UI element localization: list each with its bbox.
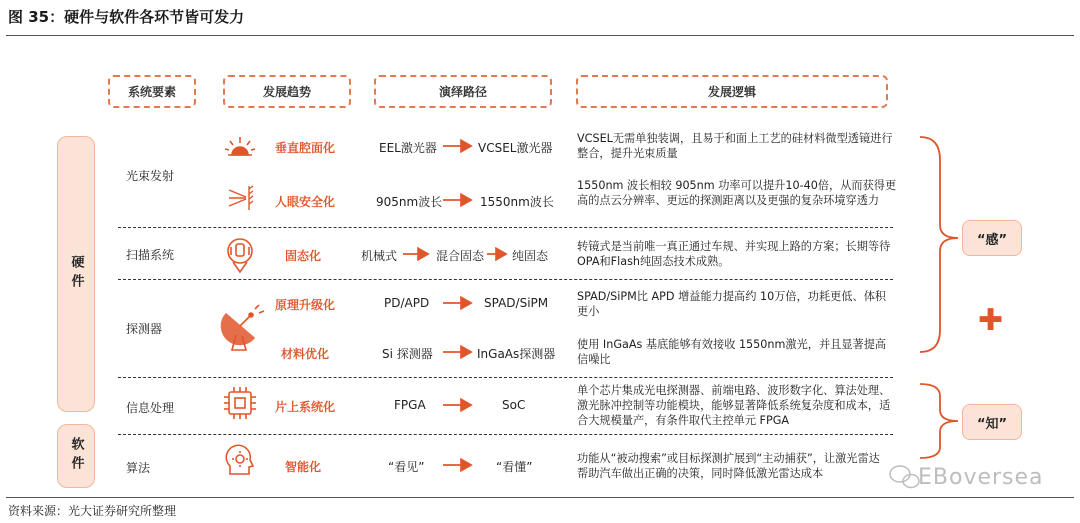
- path-step: 纯固态: [512, 249, 549, 263]
- trend-label: 垂直腔面化: [275, 141, 336, 155]
- path-step: 机械式: [361, 249, 398, 263]
- bottom-rule: [6, 497, 1074, 498]
- header-trend: 发展趋势: [223, 75, 351, 108]
- path-to: 1550nm波长: [480, 195, 554, 209]
- header-elements: 系统要素: [108, 75, 196, 108]
- chip-icon: [224, 387, 256, 419]
- figure-title: 图 35：硬件与软件各环节皆可发力: [8, 8, 245, 26]
- path-step: 混合固态: [436, 249, 485, 263]
- brain-gear-icon: [226, 445, 253, 474]
- logic-text: 转镜式是当前唯一真正通过车规、并实现上路的方案；长期等待OPA和Flash纯固态技术成熟。: [577, 240, 891, 268]
- trend-label: 智能化: [285, 460, 322, 474]
- path-from: PD/APD: [384, 296, 430, 310]
- logic-text: 使用 InGaAs 基底能够有效接收 1550nm激光，并且显著提高信噪比: [577, 338, 887, 366]
- wechat-icon: [890, 466, 919, 488]
- source-note: 资料来源：光大证券研究所整理: [8, 504, 177, 518]
- element-algorithm: 算法: [126, 461, 151, 475]
- brace-know: [920, 384, 958, 458]
- path-from: Si 探测器: [382, 347, 433, 361]
- path-to: InGaAs探测器: [477, 347, 556, 361]
- logic-text: SPAD/SiPM比 APD 增益能力提高约 10万倍，功耗更低、体积更小: [577, 290, 887, 318]
- trend-label: 人眼安全化: [275, 195, 336, 209]
- path-from: FPGA: [394, 398, 426, 412]
- scanner-icon: [228, 239, 252, 272]
- logic-text: 功能从“被动搜索”或目标探测扩展到“主动捕获”，让激光雷达帮助汽车做出正确的决策，同时降低激光雷达成本: [577, 452, 880, 480]
- path-to: “看懂”: [496, 460, 533, 474]
- eye-safety-icon: [229, 186, 253, 210]
- path-from: EEL激光器: [379, 141, 437, 155]
- element-emission: 光束发射: [126, 169, 175, 183]
- header-path: 演绎路径: [374, 75, 552, 108]
- path-to: SoC: [502, 398, 526, 412]
- trend-label: 固态化: [285, 249, 322, 263]
- element-scan: 扫描系统: [126, 248, 175, 262]
- header-logic: 发展逻辑: [576, 75, 888, 108]
- trend-label: 原理升级化: [275, 298, 336, 312]
- watermark: EBoversea: [918, 465, 1044, 490]
- element-processing: 信息处理: [126, 401, 175, 415]
- category-software: 软件: [57, 424, 95, 488]
- logic-text: 1550nm 波长相较 905nm 功率可以提升10-40倍，从而获得更高的点云分辨率、更远的探测距离以及更强的复杂环境穿透力: [577, 179, 897, 207]
- plus-icon: ✚: [978, 303, 1004, 338]
- path-from: 905nm波长: [376, 195, 443, 209]
- brace-sense: [920, 137, 958, 352]
- vcsel-icon: [225, 137, 255, 155]
- trend-label: 片上系统化: [275, 400, 336, 414]
- logic-text: 单个芯片集成光电探测器、前端电路、波形数字化、算法处理、激光脉冲控制等功能模块，能够显著降低系统复杂度和成本，适合大规模量产，有条件取代主控单元 FPGA: [577, 384, 891, 427]
- detector-dish-icon: [222, 305, 264, 350]
- path-from: “看见”: [388, 460, 425, 474]
- logic-text: VCSEL无需单独装调，且易于和面上工艺的硅材料微型透镜进行整合，提升光束质量: [577, 132, 893, 160]
- path-to: VCSEL激光器: [478, 141, 553, 155]
- know-bubble: “知”: [962, 404, 1022, 440]
- trend-label: 材料优化: [281, 347, 330, 361]
- element-detector: 探测器: [126, 322, 163, 336]
- category-hardware: 硬件: [57, 136, 95, 412]
- sense-bubble: “感”: [962, 220, 1022, 256]
- path-to: SPAD/SiPM: [484, 296, 549, 310]
